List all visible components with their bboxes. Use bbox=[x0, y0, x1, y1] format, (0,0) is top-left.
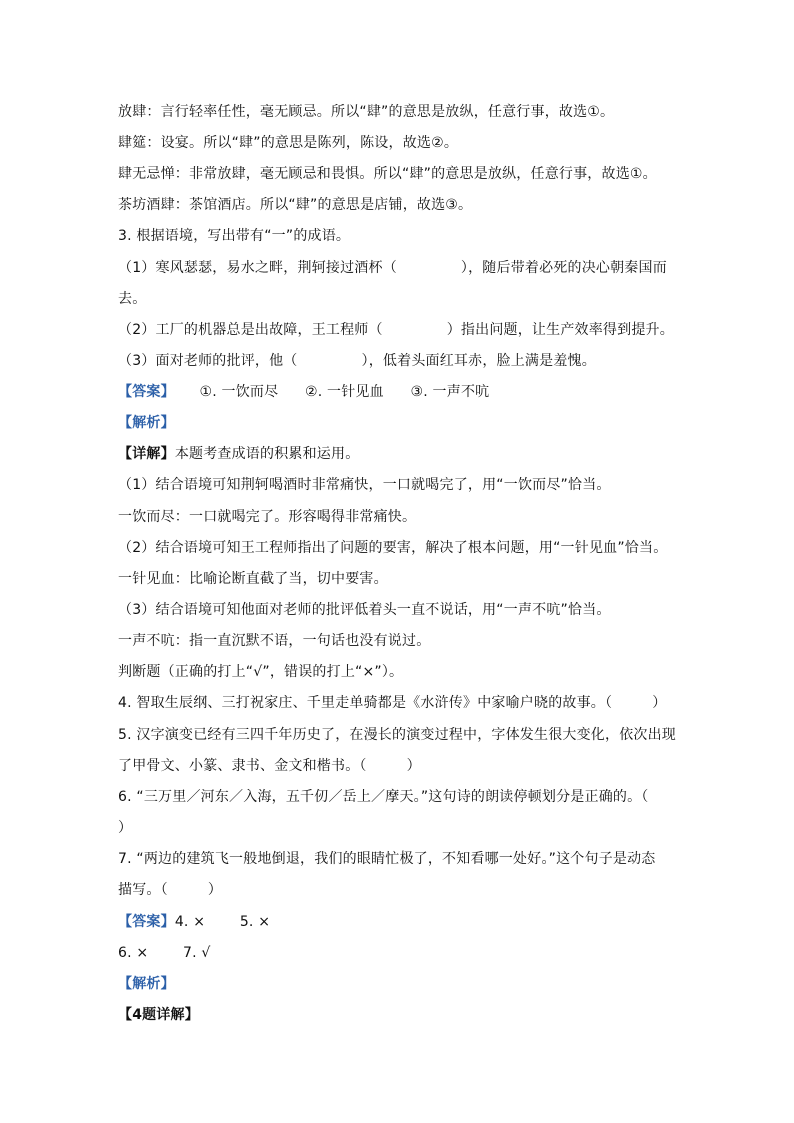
text: （1）寒风瑟瑟，易水之畔，荆轲接过酒杯（ bbox=[118, 260, 397, 276]
answer-row bbox=[118, 912, 270, 932]
text: 一针见血：比喻论断直截了当，切中要害。 bbox=[118, 571, 388, 587]
question-7 bbox=[118, 849, 656, 869]
answer-5: 5. × bbox=[239, 914, 271, 930]
answer-tag: 【答案】 bbox=[118, 384, 175, 400]
answer-6: 6. × bbox=[118, 945, 149, 961]
text: 5. 汉字演变已经有三四千年历史了，在漫长的演变过程中，字体发生很大变化，依次出现 bbox=[118, 727, 677, 743]
section-title bbox=[118, 662, 403, 682]
question-3-title bbox=[118, 226, 350, 246]
text: 去。 bbox=[118, 291, 147, 307]
explanation-line bbox=[118, 569, 388, 589]
answer-1: ①. 一饮而尽 bbox=[199, 384, 279, 400]
text: 3. 根据语境，写出带有“一”的成语。 bbox=[118, 228, 351, 244]
text: ） bbox=[406, 758, 421, 774]
answer-7: 7. √ bbox=[183, 945, 211, 961]
explanation-line bbox=[118, 475, 611, 495]
text: 茶坊酒肆：茶馆酒店。所以“肆”的意思是店铺，故选③。 bbox=[118, 197, 473, 213]
analysis-tag: 【解析】 bbox=[118, 415, 175, 431]
explanation-line bbox=[118, 102, 614, 122]
detail-line bbox=[118, 1005, 199, 1025]
text: （3）面对老师的批评，他（ bbox=[118, 353, 298, 369]
text: 放肆：言行轻率任性，毫无顾忌。所以“肆”的意思是放纵，任意行事，故选①。 bbox=[118, 104, 615, 120]
detail-tag: 【详解】 bbox=[118, 446, 175, 462]
text: 7. “两边的建筑飞一般地倒退，我们的眼睛忙极了，不知看哪一处好。”这个句子是动态 bbox=[118, 851, 656, 867]
answer-3: ③. 一声不吭 bbox=[410, 384, 490, 400]
answer-tag: 【答案】 bbox=[118, 914, 175, 930]
detail-line bbox=[118, 444, 359, 464]
text: ） bbox=[652, 695, 667, 711]
text: 肆无忌惮：非常放肆，毫无顾忌和畏惧。所以“肆”的意思是放纵，任意行事，故选①。 bbox=[118, 166, 657, 182]
answer-2: ②. 一针见血 bbox=[304, 384, 384, 400]
question-7-cont bbox=[118, 880, 222, 900]
explanation-line bbox=[118, 507, 416, 527]
text: （1）结合语境可知荆轲喝酒时非常痛快，一口就喝完了，用“一饮而尽”恰当。 bbox=[118, 477, 611, 493]
question-4 bbox=[118, 693, 666, 713]
question-3-item-3 bbox=[118, 351, 596, 371]
text: （2）结合语境可知王工程师指出了问题的要害，解决了根本问题，用“一针见血”恰当。 bbox=[118, 540, 668, 556]
question-3-item-1 bbox=[118, 258, 667, 278]
explanation-line bbox=[118, 600, 611, 620]
text: ），随后带着必死的决心朝秦国而 bbox=[460, 260, 667, 276]
text: 一饮而尽：一口就喝完了。形容喝得非常痛快。 bbox=[118, 509, 417, 525]
text: 4. 智取生辰纲、三打祝家庄、千里走单骑都是《水浒传》中家喻户晓的故事。（ bbox=[118, 695, 613, 711]
analysis-tag-line bbox=[118, 413, 175, 433]
answer-row bbox=[118, 943, 211, 963]
text: 6. “三万里／河东／入海，五千仞／岳上／摩天。”这句诗的朗读停顿划分是正确的。（ bbox=[118, 789, 649, 805]
text: 一声不吭：指一直沉默不语，一句话也没有说过。 bbox=[118, 633, 431, 649]
question-3-item-1-cont bbox=[118, 289, 146, 309]
text: ） bbox=[118, 820, 133, 836]
text: ）指出问题，让生产效率得到提升。 bbox=[446, 322, 674, 338]
explanation-line bbox=[118, 631, 430, 651]
question-6-cont bbox=[118, 818, 132, 838]
analysis-tag: 【解析】 bbox=[118, 976, 175, 992]
answer-row bbox=[118, 382, 489, 402]
text: 了甲骨文、小篆、隶书、金文和楷书。（ bbox=[118, 758, 367, 774]
answer-4: 4. × bbox=[174, 914, 206, 930]
explanation-line bbox=[118, 164, 657, 184]
question-6 bbox=[118, 787, 649, 807]
text: 肆筵：设宴。所以“肆”的意思是陈列，陈设，故选②。 bbox=[118, 135, 459, 151]
question-3-item-2 bbox=[118, 320, 674, 340]
text: （2）工厂的机器总是出故障，王工程师（ bbox=[118, 322, 383, 338]
analysis-tag-line bbox=[118, 974, 175, 994]
explanation-line bbox=[118, 538, 667, 558]
text: ） bbox=[207, 882, 223, 898]
text: 判断题（正确的打上“√”，错误的打上“×”）。 bbox=[118, 664, 404, 680]
detail-tag: 【4题详解】 bbox=[118, 1007, 199, 1023]
text: 本题考查成语的积累和运用。 bbox=[174, 446, 360, 462]
question-5 bbox=[118, 725, 676, 745]
text: 描写。（ bbox=[118, 882, 168, 898]
text: （3）结合语境可知他面对老师的批评低着头一直不说话，用“一声不吭”恰当。 bbox=[118, 602, 611, 618]
text: ），低着头面红耳赤，脸上满是羞愧。 bbox=[361, 353, 596, 369]
explanation-line bbox=[118, 195, 472, 215]
question-5-cont bbox=[118, 756, 421, 776]
explanation-line bbox=[118, 133, 458, 153]
